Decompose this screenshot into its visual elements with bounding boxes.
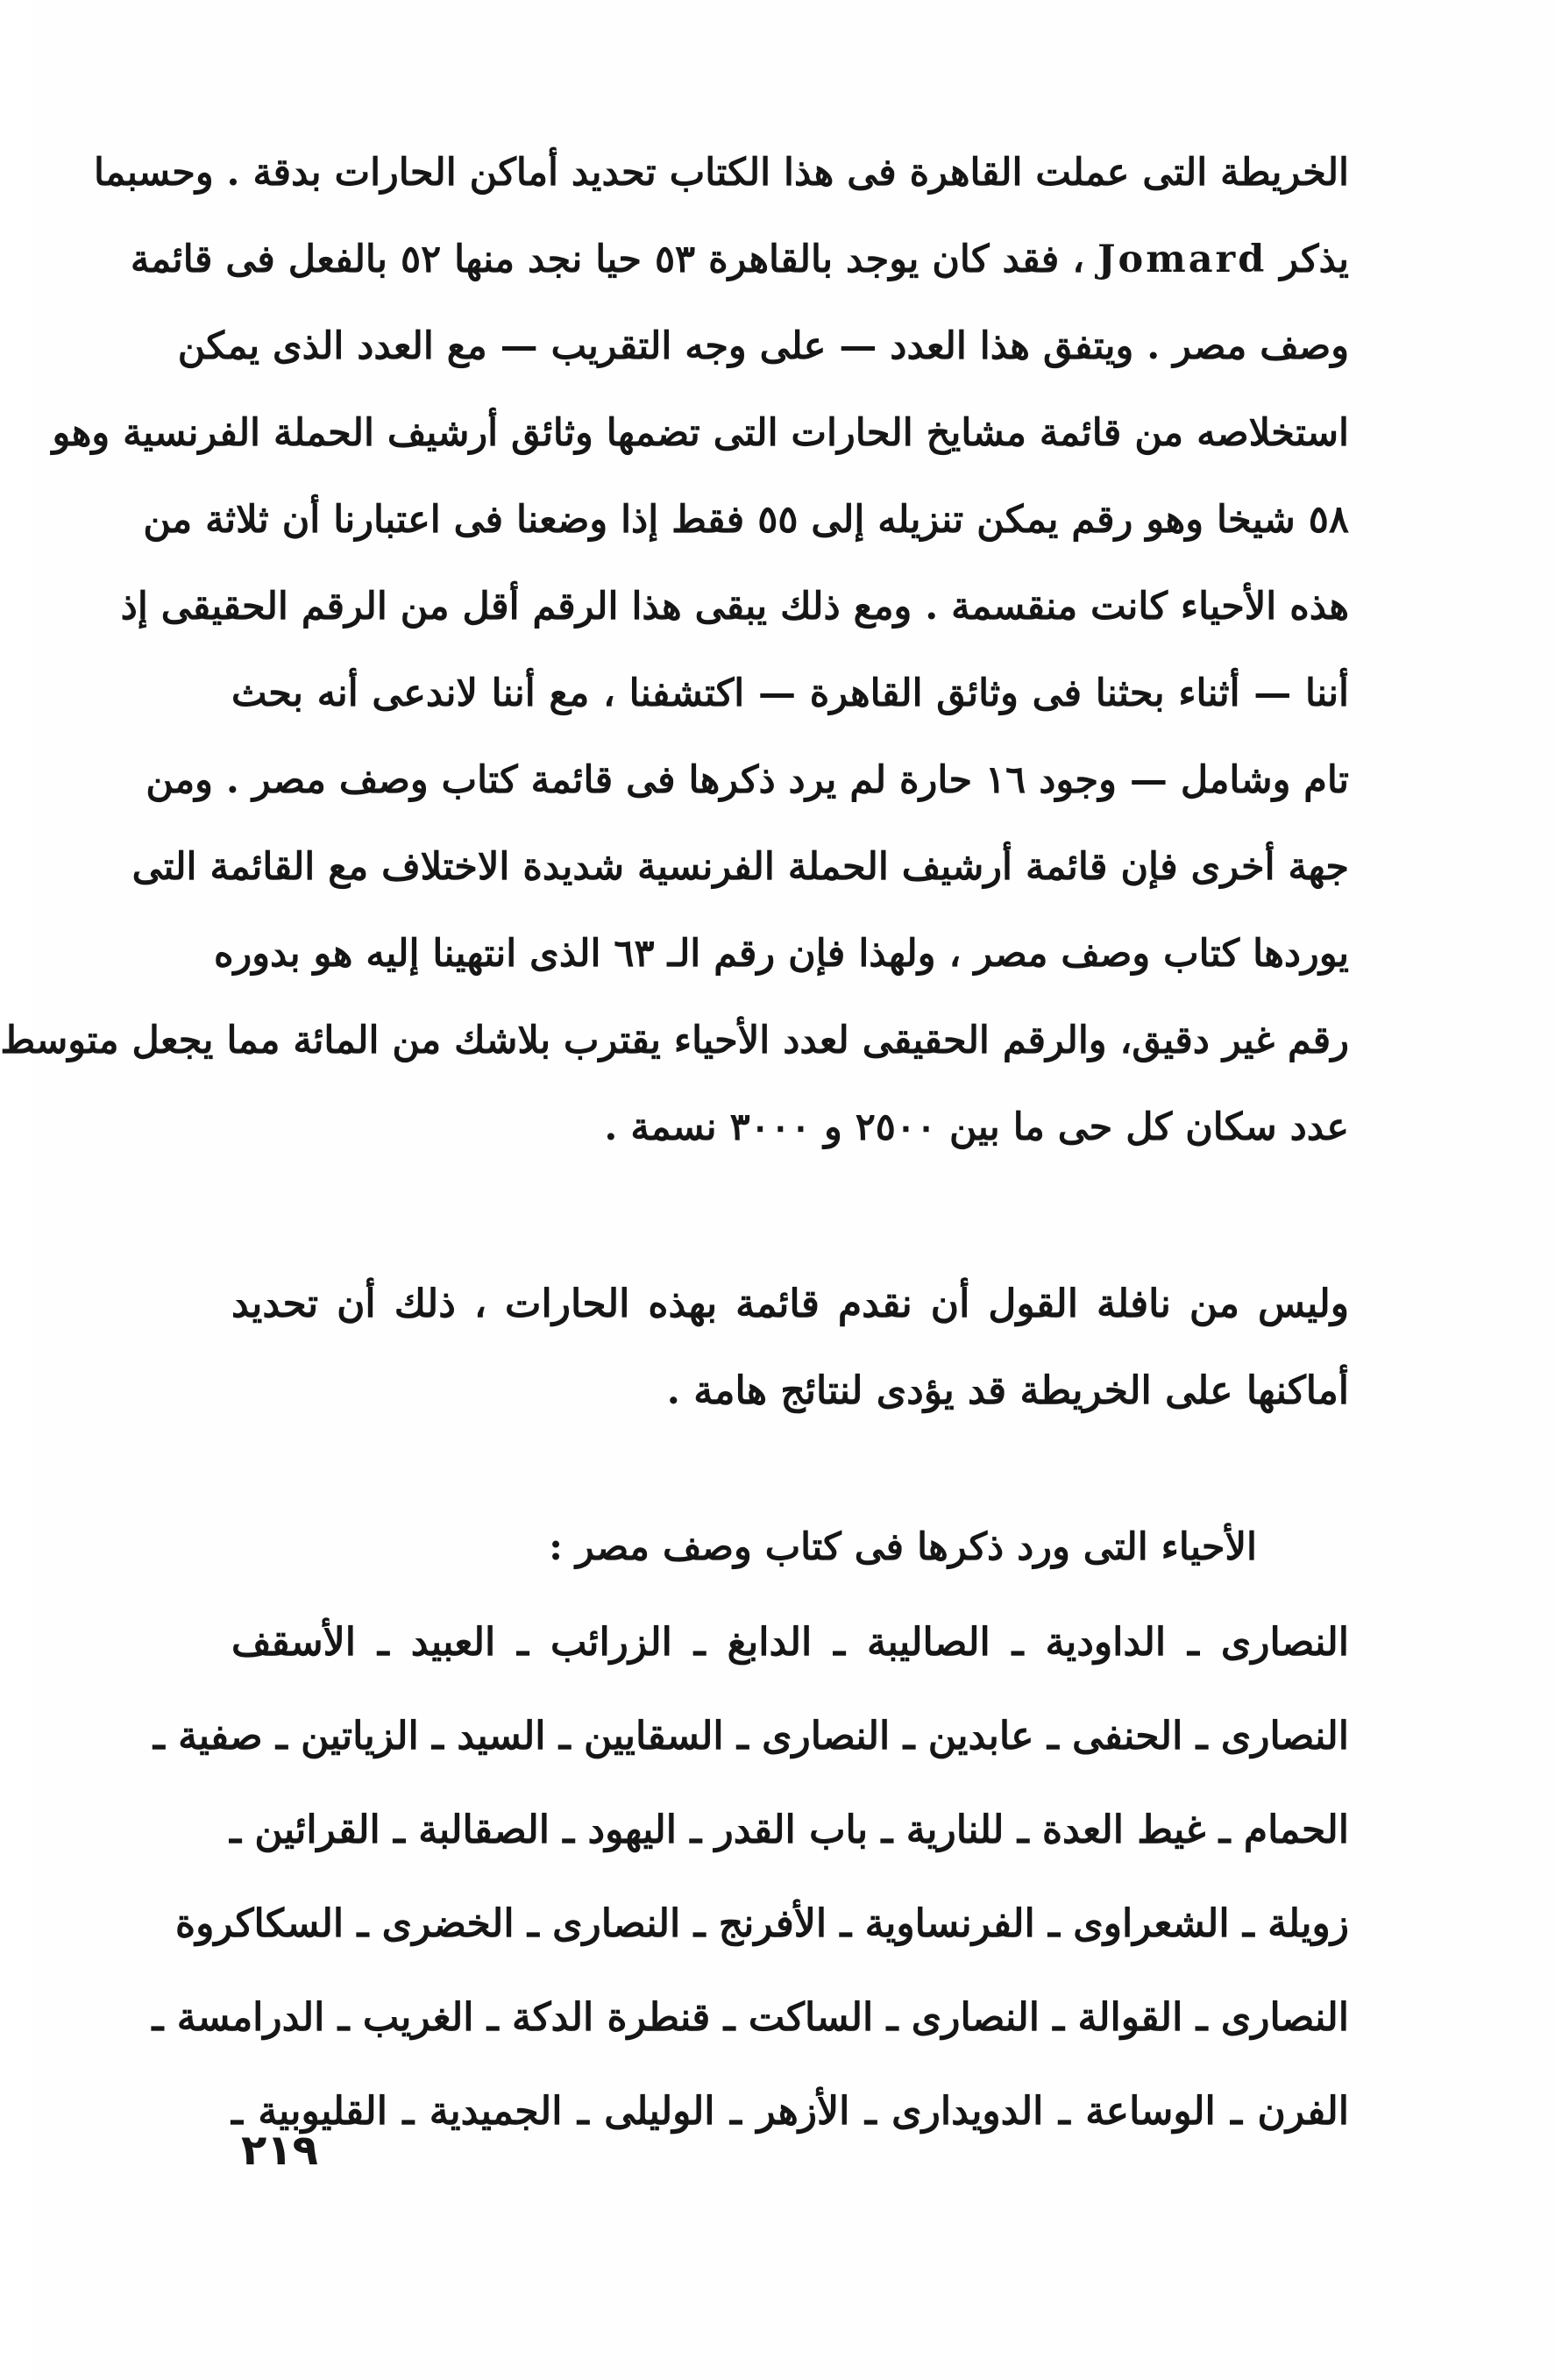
text-line: رقم غير دقيق، والرقم الحقيقى لعدد الأحياء يقترب بلاشك من المائة مما يجعل متوسط [0,1019,1349,1062]
text-line: يوردها كتاب وصف مصر ، ولهذا فإن رقم الـ ٦٣ الذى انتهينا إليه هو بدوره [213,932,1349,976]
text-line: وصف مصر . ويتفق هذا العدد — على وجه التقريب — مع العدد الذى يمكن [177,324,1349,368]
list-line: النصارى ـ القوالة ـ النصارى ـ الساكت ـ قنطرة الدكة ـ الغريب ـ الدرامسة ـ [152,1995,1349,2040]
text-line: استخلاصه من قائمة مشايخ الحارات التى تضمها وثائق أرشيف الحملة الفرنسية وهو [52,411,1349,455]
page-number: ٢١٩ [241,2126,318,2175]
list-line: النصارى ـ الداودية ـ الصاليبة ـ الدابغ ـ الزرائب ـ العبيد ـ الأسقف [231,1620,1349,1665]
text-line: تام وشامل — وجود ١٦ حارة لم يرد ذكرها فى قائمة كتاب وصف مصر . ومن [146,758,1349,802]
paragraph-secondary [231,1261,1349,1434]
district-list [152,1595,1349,2158]
text-fragment: يذكر Jomard ، فقد كان يوجد بالقاهرة ٥٣ حيا نجد منها ٥٢ بالفعل فى قائمة [130,238,1349,281]
text-line: عدد سكان كل حى ما بين ٢٥٠٠ و ٣٠٠٠ نسمة . [604,1105,1349,1149]
text-line: أننا — أثناء بحثنا فى وثائق القاهرة — اكتشفنا ، مع أننا لاندعى أنه بحث [231,671,1349,715]
latin-name: Jomard [1097,238,1267,281]
list-heading [293,1504,1257,1591]
text-line: جهة أخرى فإن قائمة أرشيف الحملة الفرنسية شديدة الاختلاف مع القائمة التى [131,845,1349,889]
text-line: وليس من نافلة القول أن نقدم قائمة بهذه الحارات ، ذلك أن تحديد [231,1282,1349,1326]
list-line: الفرن ـ الوساعة ـ الدويدارى ـ الأزهر ـ الوليلى ـ الجميدية ـ القليوبية ـ [231,2089,1349,2134]
text-line: الخريطة التى عملت القاهرة فى هذا الكتاب تحديد أماكن الحارات بدقة . وحسبما [93,151,1349,195]
paragraph-main [0,130,1349,1171]
text-line: هذه الأحياء كانت منقسمة . ومع ذلك يبقى هذا الرقم أقل من الرقم الحقيقى إذ [120,585,1349,629]
text-line: أماكنها على الخريطة قد يؤدى لنتائج هامة . [666,1368,1349,1413]
list-line: النصارى ـ الحنفى ـ عابدين ـ النصارى ـ السقايين ـ السيد ـ الزياتين ـ صفية ـ [153,1714,1349,1758]
list-line: زويلة ـ الشعراوى ـ الفرنساوية ـ الأفرنج ـ النصارى ـ الخضرى ـ السكاكروة [175,1901,1349,1946]
text-line-jomard [130,217,1349,303]
list-title: الأحياء التى ورد ذكرها فى كتاب وصف مصر : [549,1525,1257,1569]
list-line: الحمام ـ غيط العدة ـ للنارية ـ باب القدر ـ اليهود ـ الصقالبة ـ القرائين ـ [230,1808,1349,1852]
text-line: ٥٨ شيخا وهو رقم يمكن تنزيله إلى ٥٥ فقط إذا وضعنا فى اعتبارنا أن ثلاثة من [143,498,1349,542]
